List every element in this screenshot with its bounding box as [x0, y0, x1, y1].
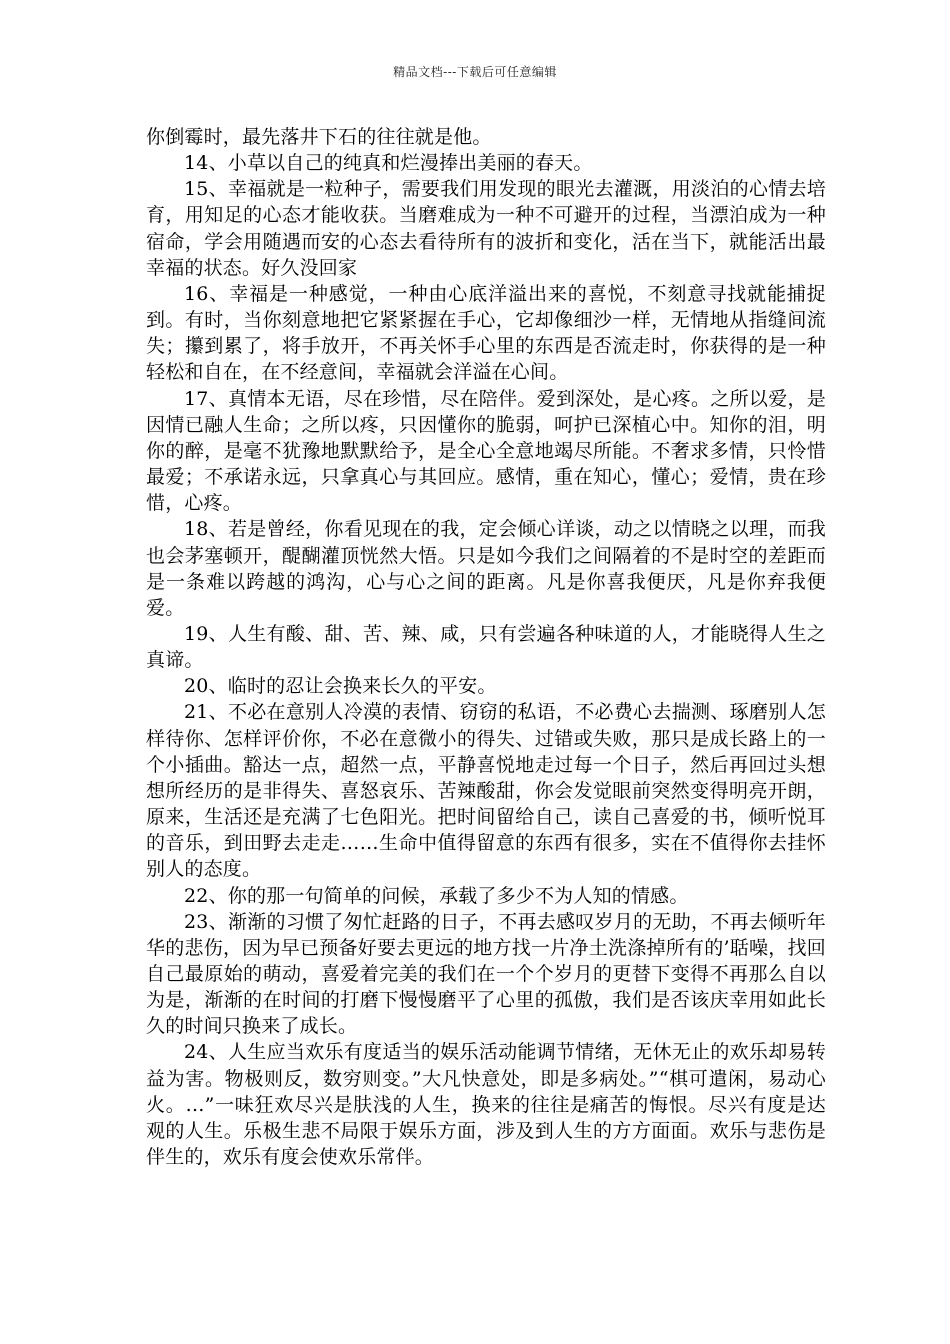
paragraph: 16、幸福是一种感觉，一种由心底洋溢出来的喜悦，不刻意寻找就能捕捉到。有时，当你刻意地把它紧紧握在手心，它却像细沙一样，无情地从指缝间流失；攥到累了，将手放开，不再关怀手心里的东西是否流走时，你获得的是一种轻松和自在，在不经意间，幸福就会洋溢在心间。 [146, 282, 826, 384]
paragraph: 15、幸福就是一粒种子，需要我们用发现的眼光去灌溉，用淡泊的心情去培育，用知足的心态才能收获。当磨难成为一种不可避开的过程，当漂泊成为一种宿命，学会用随遇而安的心态去看待所有的波折和变化，活在当下，就能活出最幸福的状态。好久没回家 [146, 178, 826, 279]
document-body [146, 124, 826, 1170]
paragraph: 你倒霉时，最先落井下石的往往就是他。 [146, 126, 492, 148]
paragraph: 19、人生有酸、甜、苦、辣、咸，只有尝遍各种味道的人，才能晓得人生之真谛。 [146, 622, 826, 672]
paragraph: 24、人生应当欢乐有度适当的娱乐活动能调节情绪，无休无止的欢乐却易转益为害。物极则反，数穷则变。”大凡快意处，即是多病处。”“棋可遣闲，易动心火。…”一味狂欢尽兴是肤浅的人生，换来的往往是痛苦的悔恨。尽兴有度是达观的人生。乐极生悲不局限于娱乐方面，涉及到人生的方方面面。欢乐与悲伤是伴生的，欢乐有度会使欢乐常伴。 [146, 1041, 826, 1169]
paragraph: 21、不必在意别人冷漠的表情、窃窃的私语，不必费心去揣测、琢磨别人怎样待你、怎样评价你，不必在意微小的得失、过错或失败，那只是成长路上的一个小插曲。豁达一点，超然一点，平静喜悦地走过每一个日子，然后再回过头想想所经历的是非得失、喜怒哀乐、苦辣酸甜，你会发觉眼前突然变得明亮开朗，原来，生活还是充满了七色阳光。把时间留给自己，读自己喜爱的书，倾听悦耳的音乐，到田野去走走……生命中值得留意的东西有很多，实在不值得你去挂怀别人的态度。 [146, 701, 826, 881]
paragraph: 14、小草以自己的纯真和烂漫捧出美丽的春天。 [184, 152, 593, 175]
page-header: 精品文档---下载后可任意编辑 [393, 65, 557, 79]
paragraph: 23、渐渐的习惯了匆忙赶路的日子，不再去感叹岁月的无助，不再去倾听年华的悲伤，因为早已预备好要去更远的地方找一片净土洗涤掉所有的’聒噪，找回自己最原始的萌动，喜爱着完美的我们在一个个岁月的更替下变得不再那么自以为是，渐渐的在时间的打磨下慢慢磨平了心里的孤傲，我们是否该庆幸用如此长久的时间只换来了成长。 [146, 910, 826, 1038]
paragraph: 17、真情本无语，尽在珍惜，尽在陪伴。爱到深处，是心疼。之所以爱，是因情已融人生命；之所以疼，只因懂你的脆弱，呵护已深植心中。知你的泪，明你的醉，是毫不犹豫地默默给予，是全心全意地竭尽所能。不奢求多情，只怜惜最爱；不承诺永远，只拿真心与其回应。感情，重在知心，懂心；爱情，贵在珍惜，心疼。 [146, 387, 826, 515]
paragraph: 22、你的那一句简单的问候，承载了多少不为人知的情感。 [184, 884, 689, 907]
paragraph: 18、若是曾经，你看见现在的我，定会倾心详谈，动之以情晓之以理，而我也会茅塞顿开，醍醐灌顶恍然大悟。只是如今我们之间隔着的不是时空的差距而是一条难以跨越的鸿沟，心与心之间的距离。凡是你喜我便厌，凡是你弃我便爱。 [146, 518, 826, 619]
paragraph: 20、临时的忍让会换来长久的平安。 [184, 675, 497, 698]
